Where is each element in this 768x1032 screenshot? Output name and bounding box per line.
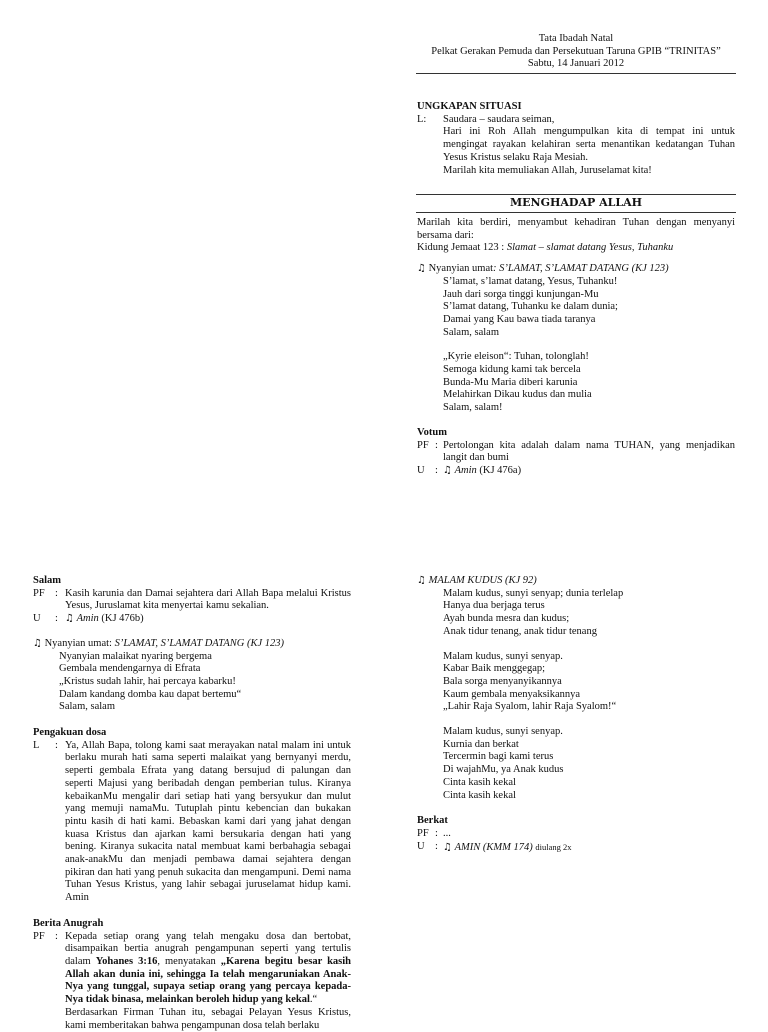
lyric-line: Anak tidur tenang, anak tidur tenang (443, 625, 597, 637)
malam-title: MALAM KUDUS (KJ 92) (428, 575, 537, 586)
pengakuan-heading: Pengakuan dosa (33, 727, 107, 739)
menghadap-section (417, 217, 735, 478)
colon: : (435, 827, 438, 839)
menghadap-heading: MENGHADAP ALLAH (509, 196, 643, 209)
nyanyian-prefix: Nyanyian umat: (44, 637, 115, 649)
music-note-icon: ♫ (417, 263, 426, 275)
lyric-line: Ayah bunda mesra dan kudus; (443, 613, 570, 625)
berkat-u-text (443, 841, 735, 855)
berita-label: PF (33, 930, 45, 942)
berita-text2: , menyatakan (157, 955, 221, 967)
lyric-line: Cinta kasih kekal (443, 789, 516, 801)
lyric-line: Bala sorga menyanyikannya (443, 675, 562, 687)
malam-verse-2 (417, 651, 735, 715)
situasi-closing: Marilah kita memuliakan Allah, Juruselamat kita! (443, 164, 652, 176)
header-subtitle: Pelkat Gerakan Pemuda dan Persekutuan Taruna GPIB “TRINITAS” (431, 45, 721, 57)
song-title: : S’LAMAT, S’LAMAT DATANG (KJ 123) (493, 263, 669, 275)
lyric-line: Malam kudus, sunyi senyap. (443, 726, 563, 738)
salam-u-label: U (33, 613, 41, 625)
berita-text3: Berdasarkan Firman Tuhan itu, sebagai Pelayan Yesus Kristus, kami memberitakan bahwa pengampunan dosa telah berlaku (65, 1006, 351, 1031)
lyric-line: Salam, salam! (443, 402, 503, 414)
lyric-line: Salam, salam (443, 326, 499, 338)
berita-end: .“ (309, 994, 318, 1006)
lyric-line: „Kristus sudah lahir, hai percaya kabarku! (59, 675, 236, 687)
berita-text1: Kepada setiap orang yang telah mengaku dosa dan bertobat, disampaikan bertia anugrah pengampunan seperti yang tertulis dalam (65, 930, 351, 967)
lyric-line: Gembala mendengarnya di Efrata (59, 663, 201, 675)
song-verse-2 (417, 351, 735, 415)
right-column-lower (417, 575, 735, 854)
salam-u-row (33, 613, 351, 626)
lyric-line: S’lamat, s’lamat datang, Yesus, Tuhanku! (443, 275, 618, 287)
berkat-amin: AMIN (KMM 174) (454, 841, 533, 853)
berita-heading: Berita Anugrah (33, 917, 104, 929)
berita-body (65, 931, 351, 1032)
nyanyian-lyrics (33, 651, 351, 715)
malam-verse-1 (417, 588, 735, 639)
song-verse-1 (417, 276, 735, 340)
lyric-line: Nyanyian malaikat nyaring bergema (59, 650, 212, 662)
music-note-icon: ♫ (443, 841, 452, 853)
lyric-line: Kabar Baik menggegap; (443, 663, 546, 675)
berita-row (33, 931, 351, 1032)
lyric-line: Malam kudus, sunyi senyap; dunia terlelap (443, 587, 624, 599)
berita-ref: Yohanes 3:16 (95, 955, 158, 967)
music-note-icon: ♫ (417, 575, 426, 586)
salam-ref: (KJ 476b) (98, 613, 144, 625)
colon: : (55, 587, 58, 599)
lyric-line: „Lahir Raja Syalom, lahir Raja Syalom!“ (443, 701, 617, 713)
salam-amin: Amin (76, 613, 99, 625)
music-note-icon: ♫ (65, 613, 74, 625)
votum-u-text (443, 465, 735, 478)
situasi-label: L: (417, 113, 427, 125)
situasi-greeting: Saudara – saudara seiman, (443, 113, 555, 125)
header-divider (416, 73, 736, 74)
colon: : (55, 930, 58, 942)
lyric-line: Di wajahMu, ya Anak kudus (443, 764, 564, 776)
menghadap-divider (416, 212, 736, 213)
votum-pf-label: PF (417, 439, 429, 451)
lyric-line: Tercermin bagi kami terus (443, 751, 554, 763)
colon: : (435, 439, 438, 451)
left-column (33, 575, 351, 1032)
votum-amin: Amin (454, 464, 477, 476)
malam-header (417, 575, 735, 588)
berkat-heading: Berkat (417, 815, 448, 827)
kidung-title: Slamat – slamat datang Yesus, Tuhanku (506, 242, 674, 254)
berkat-pf-text: ... (443, 827, 451, 839)
salam-heading: Salam (33, 575, 62, 586)
situasi-row (417, 114, 735, 127)
situasi-divider (416, 194, 736, 195)
lyric-line: Jauh dari sorga tinggi kunjungan-Mu (443, 288, 599, 300)
votum-u-row (417, 465, 735, 478)
music-note-icon: ♫ (33, 637, 42, 649)
nyanyian-header (33, 638, 351, 651)
salam-pf-row (33, 588, 351, 613)
berita-quote: „Karena begitu besar kasih Allah akan dunia ini, sehingga Ia telah mengaruniakan Anak-Nya yang tunggal, supaya setiap orang yang percaya kepada-Nya tidak binasa, melainkan beroleh hidup yang kekal (65, 955, 352, 1006)
lyric-line: Damai yang Kau bawa tiada taranya (443, 313, 596, 325)
page-header (416, 33, 736, 71)
berkat-u-label: U (417, 840, 425, 852)
colon: : (55, 613, 58, 625)
song-header (417, 263, 735, 276)
salam-u-text (65, 613, 351, 626)
lyric-line: Salam, salam (59, 701, 115, 713)
colon: : (435, 464, 438, 476)
berkat-u-row (417, 841, 735, 855)
lyric-line: Bunda-Mu Maria diberi karunia (443, 376, 578, 388)
lyric-line: Melahirkan Dikau kudus dan mulia (443, 389, 592, 401)
votum-heading: Votum (417, 426, 447, 438)
song-prefix: Nyanyian umat (428, 263, 494, 275)
nyanyian-title: S’LAMAT, S’LAMAT DATANG (KJ 123) (114, 637, 285, 649)
music-note-icon: ♫ (443, 464, 452, 476)
lyric-line: Semoga kidung kami tak bercela (443, 364, 581, 376)
situasi-heading: UNGKAPAN SITUASI (417, 101, 522, 112)
kidung-prefix: Kidung Jemaat 123 : (417, 242, 507, 254)
votum-pf-row (417, 440, 735, 465)
situasi-section (417, 101, 735, 177)
votum-u-label: U (417, 464, 425, 476)
lyric-line: Cinta kasih kekal (443, 776, 516, 788)
berita-text (65, 931, 351, 1007)
lyric-line: Kaum gembala menyaksikannya (443, 688, 581, 700)
lyric-line: „Kyrie eleison“: Tuhan, tolonglah! (443, 351, 589, 363)
lyric-line: Malam kudus, sunyi senyap. (443, 650, 563, 662)
salam-pf-text: Kasih karunia dan Damai sejahtera dari Allah Bapa melalui Kristus Yesus, Juruslamat kita menyertai kamu sekalian. (65, 587, 351, 612)
colon: : (435, 840, 438, 852)
pengakuan-text: Ya, Allah Bapa, tolong kami saat merayakan natal malam ini untuk berlaku murah hati sama seperti malaikat yang bernyanyi merdu, seperti gembala Efrata yang datang bersujud di palungan dan seperti Majusi yang beribadah dengan pemberian tulus. Kiranya kebaikanMu mengalir dari setiap hati yang bersyukur dan mulut yang memuji namaMu. Tutuplah pintu kebencian dan bukakan pintu kasih di hati kami. Bebaskan kami dari yang jahat dengan kuasa Kristus dan ajarkan kami bersukaria dengan hati yang bening. Kiranya sukacita natal membuat kami berbahagia sebagai anak-anakMu dan menjadi pembawa damai sejahtera dengan pikiran dan hati yang penuh sukacita dan mengampuni. Demi nama Tuhan Yesus Kristus, yang lahir sebagai juruselamat hidup kami. Amin (65, 739, 351, 904)
colon: : (55, 739, 58, 751)
header-title: Tata Ibadah Natal (538, 33, 614, 44)
pengakuan-row (33, 740, 351, 905)
header-date: Sabtu, 14 Januari 2012 (527, 58, 625, 70)
lyric-line: S’lamat datang, Tuhanku ke dalam dunia; (443, 301, 618, 313)
votum-ref: (KJ 476a) (476, 464, 522, 476)
kidung-line (417, 242, 735, 255)
salam-pf-label: PF (33, 587, 45, 599)
pengakuan-label: L (33, 739, 40, 751)
menghadap-intro: Marilah kita berdiri, menyambut kehadiran Tuhan dengan menyanyi bersama dari: (417, 217, 735, 241)
situasi-paragraph: Hari ini Roh Allah mengumpulkan kita di tempat ini untuk mengingat rayakan kelahiran serta menantikan kedatangan Tuhan Yesus Kristus selaku Raja Mesiah. (443, 126, 735, 163)
berkat-pf-row (417, 828, 735, 841)
lyric-line: Hanya dua berjaga terus (443, 600, 545, 612)
lyric-line: Kurnia dan berkat (443, 738, 519, 750)
berkat-note: diulang 2x (535, 841, 572, 852)
malam-verse-3 (417, 726, 735, 802)
berkat-pf-label: PF (417, 827, 429, 839)
votum-pf-text: Pertolongan kita adalah dalam nama TUHAN, yang menjadikan langit dan bumi (443, 439, 735, 464)
lyric-line: Dalam kandang domba kau dapat bertemu“ (59, 688, 242, 700)
